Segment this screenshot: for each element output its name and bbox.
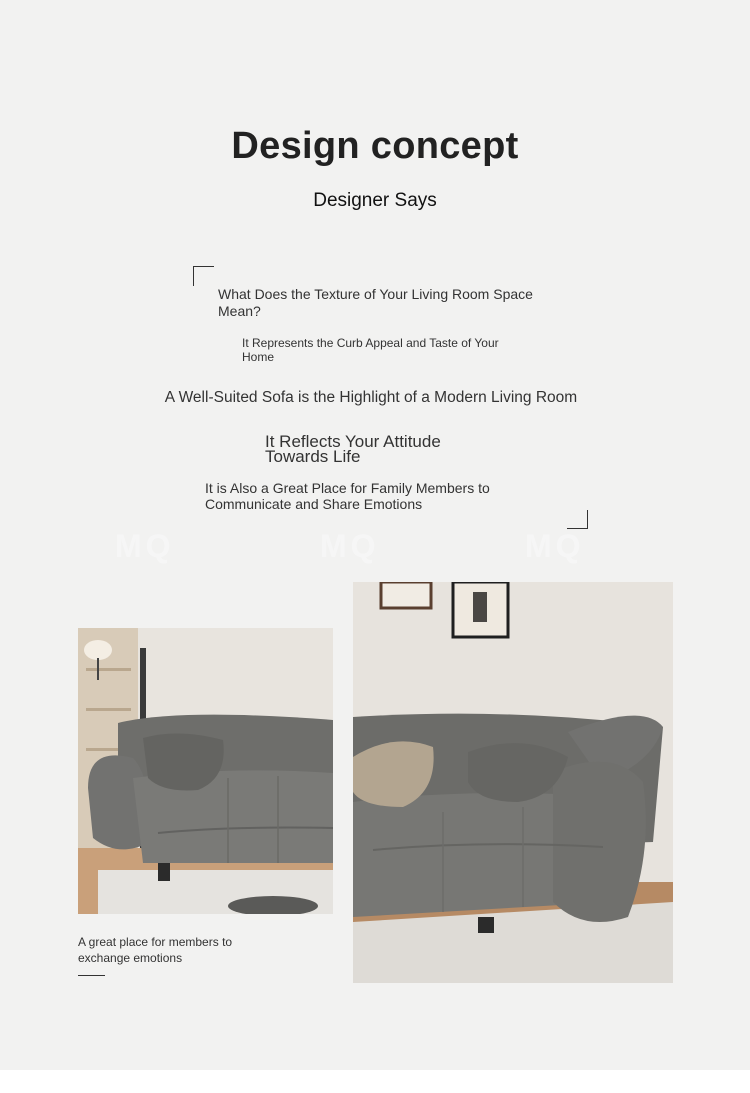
quote-line-5: It is Also a Great Place for Family Members to Communicate and Share Emotions [205, 480, 490, 512]
quote-line-1: What Does the Texture of Your Living Room Space Mean? [218, 286, 533, 319]
page-subtitle: Designer Says [313, 190, 437, 211]
quote-line-4: It Reflects Your Attitude Towards Life [265, 432, 441, 466]
sofa-photo-right [353, 582, 673, 983]
quote-line-3: A Well-Suited Sofa is the Highlight of a Modern Living Room [164, 389, 578, 406]
watermark-logo: MQ [320, 528, 380, 564]
watermark-logo: MQ [115, 528, 175, 564]
quote-line-2: It Represents the Curb Appeal and Taste of Your Home [242, 336, 499, 364]
watermark-logo: MQ [525, 528, 585, 564]
photo-caption: A great place for members to exchange emotions [78, 935, 233, 965]
corner-bracket-top-left [193, 266, 214, 286]
page-title: Design concept [231, 125, 519, 167]
caption-underline [78, 975, 105, 976]
sofa-photo-left [78, 628, 333, 914]
corner-bracket-bottom-right [567, 510, 588, 529]
